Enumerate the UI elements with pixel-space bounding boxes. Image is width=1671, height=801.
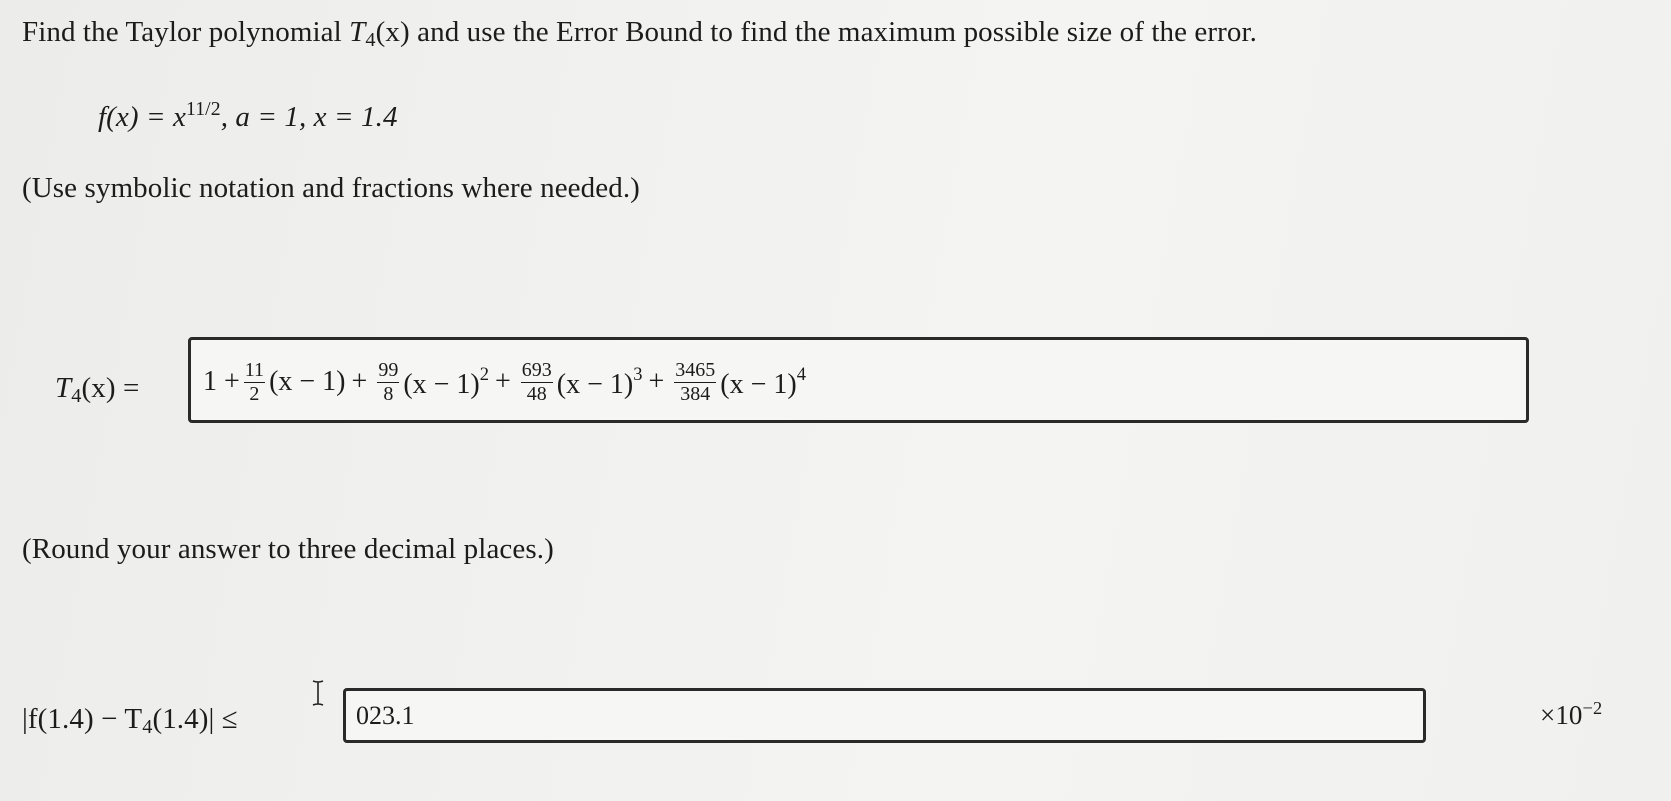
term-2-joiner: + <box>495 366 511 397</box>
error-label-start: |f(1.4) − T <box>22 703 143 735</box>
taylor-answer-label: $T_4(x)$ = <box>55 372 140 408</box>
taylor-label-sub: 4 <box>71 385 82 408</box>
instruction-text-start: Find the Taylor polynomial <box>22 16 350 48</box>
term-1-factor: (x − 1) <box>269 366 346 397</box>
taylor-polynomial-expression <box>203 354 806 410</box>
taylor-label-letter: T <box>55 372 72 404</box>
instruction-text-end: and use the Error Bound to find the maximum possible size of the error. <box>409 16 1257 48</box>
taylor-symbol-sub: 4 <box>365 29 376 52</box>
error-multiplier <box>1540 698 1602 731</box>
term-3-coefficient <box>521 360 553 405</box>
term-2-numerator: 99 <box>378 358 399 381</box>
taylor-symbol <box>349 16 410 52</box>
term-4-factor <box>720 364 806 401</box>
term-4-numerator: 3465 <box>675 358 716 381</box>
error-label-sub: 4 <box>142 716 153 739</box>
term-3-numerator: 693 <box>521 358 552 381</box>
term-2-power: 2 <box>479 363 489 384</box>
taylor-label-arg: (x) <box>81 372 116 404</box>
term-3-joiner: + <box>648 366 665 397</box>
term-3-power: 3 <box>633 363 643 384</box>
term-3-factor <box>557 364 643 401</box>
round-hint: (Round your answer to three decimal places.) <box>22 533 554 565</box>
error-bound-label <box>22 703 238 739</box>
function-definition <box>98 98 398 134</box>
taylor-polynomial-input[interactable] <box>188 337 1529 423</box>
term-2-denominator: 8 <box>383 382 394 405</box>
error-bound-input[interactable] <box>343 688 1426 743</box>
term-4-power: 4 <box>796 363 806 384</box>
term-1-joiner: + <box>351 366 368 397</box>
term-3-denominator: 48 <box>526 382 547 405</box>
term-1-denominator: 2 <box>249 382 260 405</box>
term-3-base: (x − 1) <box>556 368 634 400</box>
multiplier-exponent: −2 <box>1582 698 1603 718</box>
taylor-symbol-arg: (x) <box>375 16 410 48</box>
term-4-base: (x − 1) <box>720 368 797 400</box>
multiplier-base: ×10 <box>1540 700 1583 731</box>
taylor-symbol-letter: T <box>349 16 366 48</box>
term-1-numerator: 11 <box>244 358 265 381</box>
term-2-coefficient <box>377 360 399 405</box>
term-1-coefficient <box>244 360 265 405</box>
function-lhs: f(x) = x <box>98 100 186 133</box>
error-bound-value: 023.1 <box>356 701 415 730</box>
function-exponent: 11/2 <box>185 98 221 120</box>
error-label-end: (1.4)| ≤ <box>152 703 238 735</box>
question-instruction <box>22 16 1257 52</box>
term-4-denominator: 384 <box>680 382 711 405</box>
term-4-coefficient <box>674 360 716 405</box>
text-cursor-icon <box>311 680 325 712</box>
notation-hint: (Use symbolic notation and fractions where needed.) <box>22 172 640 204</box>
term-2-factor <box>403 364 489 401</box>
function-params: , a = 1, x = 1.4 <box>220 100 398 133</box>
term-2-base: (x − 1) <box>403 368 480 400</box>
taylor-leading-term: 1 + <box>203 366 240 397</box>
